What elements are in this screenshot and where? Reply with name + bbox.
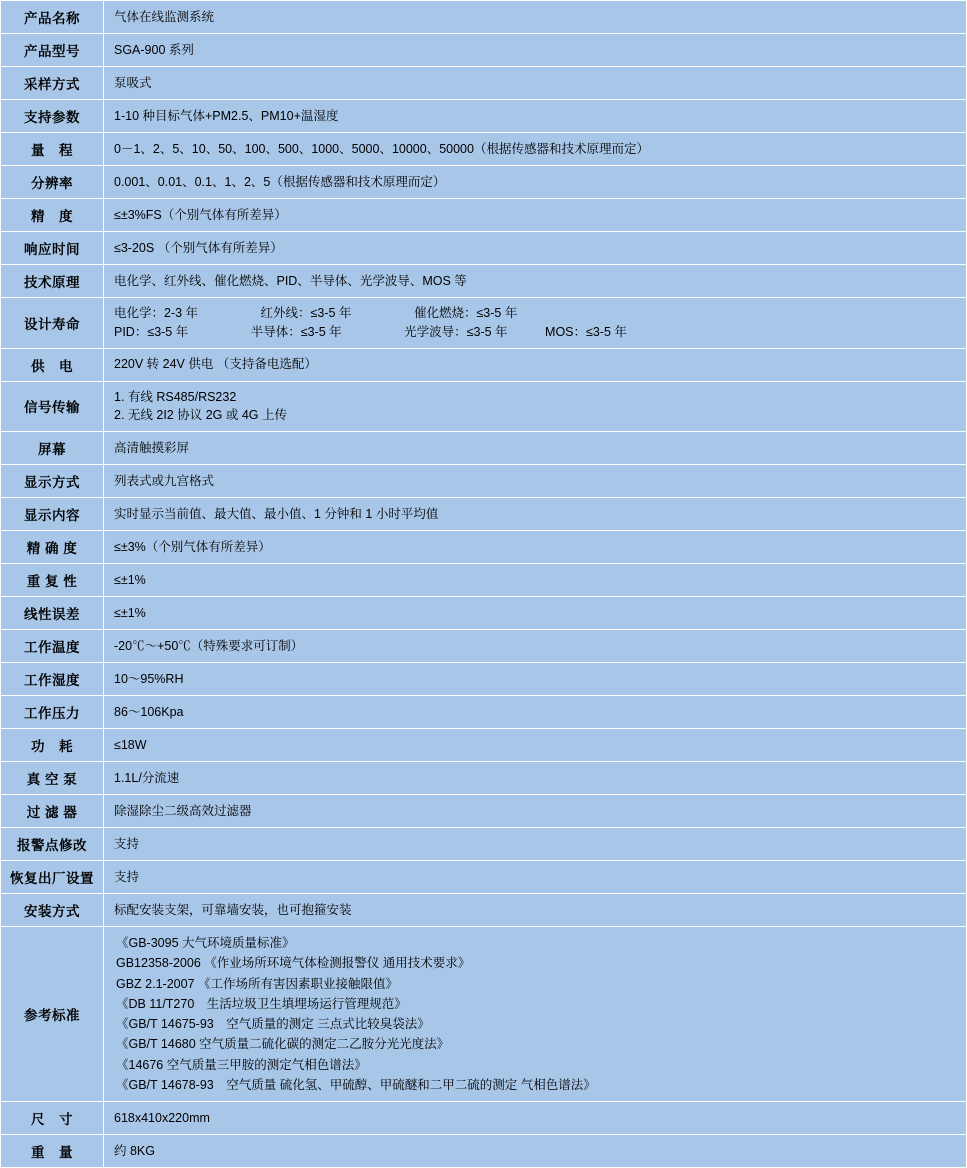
spec-value-line: ≤±3%FS（个别气体有所差异） [114,207,287,222]
table-row [1,531,967,564]
spec-value-line: 高清触摸彩屏 [114,440,190,455]
spec-value-line: PID：≤3-5 年 半导体：≤3-5 年 光学波导：≤3-5 年 MOS：≤3-5 年 [114,324,627,339]
spec-label: 恢复出厂设置 [1,861,104,894]
spec-value [104,298,967,349]
spec-value [104,630,967,663]
spec-value-line: 泵吸式 [114,75,152,90]
spec-value-line: 618x410x220mm [114,1110,210,1125]
spec-value-line: 约 8KG [114,1143,155,1158]
spec-label: 显示内容 [1,498,104,531]
table-row [1,67,967,100]
spec-value [104,696,967,729]
spec-value [104,861,967,894]
table-row [1,1102,967,1135]
spec-value [104,1,967,34]
spec-label: 尺 寸 [1,1102,104,1135]
spec-value-line: 2. 无线 2I2 协议 2G 或 4G 上传 [114,408,287,423]
spec-value [104,795,967,828]
spec-value [104,381,967,432]
spec-label: 重 复 性 [1,564,104,597]
spec-label: 分辨率 [1,166,104,199]
spec-label: 报警点修改 [1,828,104,861]
spec-value [104,348,967,381]
spec-label: 支持参数 [1,100,104,133]
table-row [1,232,967,265]
table-row [1,795,967,828]
spec-value-line: -20℃～+50℃（特殊要求可订制） [114,638,304,653]
spec-label: 采样方式 [1,67,104,100]
table-row [1,1,967,34]
spec-value-line: 支持 [114,869,140,884]
spec-value [104,564,967,597]
spec-value [104,729,967,762]
spec-value [104,265,967,298]
spec-value-line: 电化学：2-3 年 红外线：≤3-5 年 催化燃烧：≤3-5 年 [114,306,518,320]
spec-value [104,465,967,498]
spec-value-line: GB12358-2006 《作业场所环境气体检测报警仪 通用技术要求》 [116,956,471,971]
spec-value [104,894,967,927]
table-row [1,133,967,166]
spec-value-line: 220V 转 24V 供电 （支持备电选配） [114,357,317,372]
table-row [1,1135,967,1168]
spec-label: 量 程 [1,133,104,166]
spec-value [104,432,967,465]
spec-value-line: 《GB-3095 大气环境质量标准》 [116,936,295,950]
spec-label: 重 量 [1,1135,104,1168]
spec-label: 过 滤 器 [1,795,104,828]
spec-label: 安装方式 [1,894,104,927]
spec-value-line: 标配安装支架，可靠墙安装，也可抱箍安装 [114,902,352,917]
spec-value [104,133,967,166]
spec-label: 真 空 泵 [1,762,104,795]
table-row [1,894,967,927]
spec-label: 技术原理 [1,265,104,298]
spec-value [104,927,967,1102]
spec-label: 信号传输 [1,381,104,432]
spec-value-line: 支持 [114,836,140,851]
spec-value-line: 《GB/T 14678-93 空气质量 硫化氢、甲硫醇、甲硫醚和二甲二硫的测定 气相色谱法》 [116,1077,596,1092]
table-row [1,199,967,232]
spec-label: 产品名称 [1,1,104,34]
spec-label: 精 度 [1,199,104,232]
spec-label: 工作湿度 [1,663,104,696]
spec-label: 产品型号 [1,34,104,67]
table-row [1,381,967,432]
spec-value-line: 电化学、红外线、催化燃烧、PID、半导体、光学波导、MOS 等 [114,273,467,288]
table-row [1,564,967,597]
spec-value-line: 10～95%RH [114,671,184,686]
spec-label: 设计寿命 [1,298,104,349]
table-row [1,265,967,298]
spec-value-line: 《GB/T 14680 空气质量二硫化碳的测定二乙胺分光光度法》 [116,1037,450,1052]
spec-value [104,166,967,199]
spec-label: 显示方式 [1,465,104,498]
spec-label: 工作温度 [1,630,104,663]
table-row [1,630,967,663]
spec-table-body [1,1,967,1168]
spec-value-line: 《GB/T 14675-93 空气质量的测定 三点式比较臭袋法》 [116,1017,430,1031]
spec-value-line: GBZ 2.1-2007 《工作场所有害因素职业接触限值》 [116,976,398,991]
table-row [1,34,967,67]
spec-value [104,531,967,564]
spec-label: 精 确 度 [1,531,104,564]
spec-value [104,232,967,265]
spec-label: 响应时间 [1,232,104,265]
table-row [1,432,967,465]
spec-value-line: 列表式或九宫格式 [114,473,215,488]
spec-value [104,34,967,67]
spec-label: 供 电 [1,348,104,381]
table-row [1,927,967,1102]
spec-value-line: 《14676 空气质量三甲胺的测定气相色谱法》 [116,1057,367,1072]
table-row [1,828,967,861]
spec-value [104,1102,967,1135]
spec-value-line: 《DB 11/T270 生活垃圾卫生填埋场运行管理规范》 [116,996,407,1011]
spec-value [104,828,967,861]
spec-value-line: 实时显示当前值、最大值、最小值、1 分钟和 1 小时平均值 [114,506,439,521]
spec-value-line: ≤±1% [114,572,146,587]
spec-label: 功 耗 [1,729,104,762]
table-row [1,498,967,531]
table-row [1,166,967,199]
spec-value-line: ≤3-20S （个别气体有所差异） [114,240,283,255]
spec-label: 工作压力 [1,696,104,729]
table-row [1,861,967,894]
spec-value-line: 气体在线监测系统 [114,9,215,24]
spec-value [104,100,967,133]
spec-value [104,498,967,531]
spec-label: 屏幕 [1,432,104,465]
spec-value-line: ≤18W [114,737,147,752]
spec-value [104,67,967,100]
spec-value-line: 1-10 种目标气体+PM2.5、PM10+温湿度 [114,108,339,123]
spec-value-line: 除湿除尘二级高效过滤器 [114,803,252,818]
table-row [1,298,967,349]
table-row [1,729,967,762]
table-row [1,465,967,498]
spec-value-line: ≤±1% [114,605,146,620]
spec-value [104,663,967,696]
spec-label: 线性误差 [1,597,104,630]
spec-value-line: SGA-900 系列 [114,42,194,57]
table-row [1,597,967,630]
table-row [1,348,967,381]
spec-value [104,199,967,232]
spec-value-line: ≤±3%（个别气体有所差异） [114,539,271,554]
spec-value [104,597,967,630]
spec-value-line: 1.1L/分流速 [114,770,180,785]
table-row [1,663,967,696]
spec-value [104,762,967,795]
spec-value-line: 0－1、2、5、10、50、100、500、1000、5000、10000、50000（根据传感器和技术原理而定） [114,141,649,156]
table-row [1,696,967,729]
spec-label: 参考标准 [1,927,104,1102]
table-row [1,762,967,795]
table-row [1,100,967,133]
spec-value-line: 1. 有线 RS485/RS232 [114,389,237,404]
spec-value-line: 0.001、0.01、0.1、1、2、5（根据传感器和技术原理而定） [114,174,446,189]
spec-value [104,1135,967,1168]
spec-value-line: 86～106Kpa [114,704,184,719]
